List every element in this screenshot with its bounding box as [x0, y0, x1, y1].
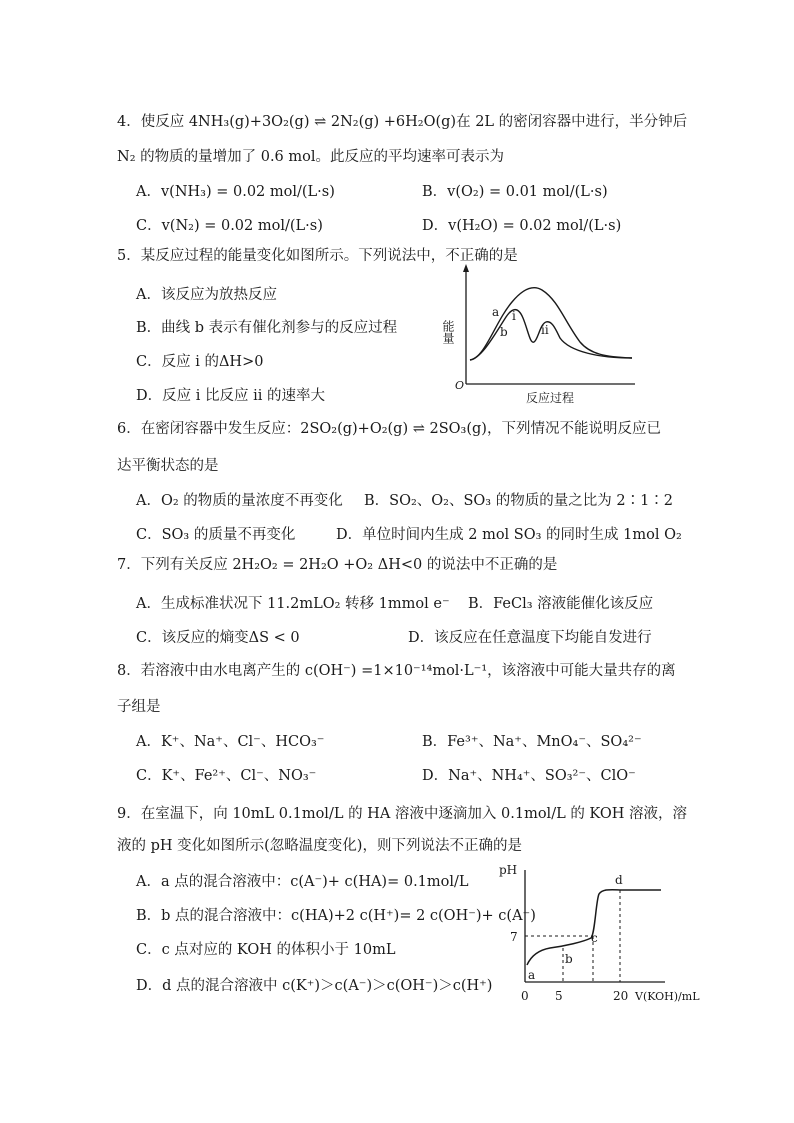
- energy-label-ii: ii: [541, 323, 549, 337]
- x-tick-0: 0: [521, 989, 529, 1003]
- q4-option-a: A．v(NH₃) = 0.02 mol/(L·s): [136, 184, 335, 200]
- q6-option-d: D．单位时间内生成 2 mol SO₃ 的同时生成 1mol O₂: [336, 527, 682, 543]
- q6-option-a: A．O₂ 的物质的量浓度不再变化: [136, 493, 343, 509]
- energy-diagram: [440, 262, 640, 412]
- q9-option-a: A．a 点的混合溶液中：c(A⁻)+ c(HA)= 0.1mol/L: [136, 874, 469, 890]
- energy-label-b: b: [500, 325, 508, 339]
- q7-option-c: C．该反应的熵变ΔS < 0: [136, 630, 300, 646]
- q7-option-a: A．生成标准状况下 11.2mLO₂ 转移 1mmol e⁻: [136, 596, 450, 612]
- point-label-d: d: [615, 873, 623, 887]
- point-label-c: c: [591, 931, 598, 945]
- q8-option-b: B．Fe³⁺、Na⁺、MnO₄⁻、SO₄²⁻: [422, 734, 642, 750]
- q5-option-c: C．反应 i 的ΔH>0: [136, 354, 264, 370]
- q5-stem: 5．某反应过程的能量变化如图所示。下列说法中，不正确的是: [117, 248, 518, 264]
- q5-option-b: B．曲线 b 表示有催化剂参与的反应过程: [136, 320, 398, 336]
- point-label-b: b: [565, 952, 573, 966]
- ph-xlabel: V(KOH)/mL: [635, 990, 700, 1003]
- energy-label-a: a: [492, 305, 500, 319]
- q8-option-a: A．K⁺、Na⁺、Cl⁻、HCO₃⁻: [136, 734, 325, 750]
- q6-option-b: B．SO₂、O₂、SO₃ 的物质的量之比为 2∶1∶2: [364, 493, 674, 509]
- q7-option-b: B．FeCl₃ 溶液能催化该反应: [468, 596, 654, 612]
- energy-y-arrow: [463, 264, 469, 272]
- energy-label-i: i: [512, 309, 516, 323]
- titration-curve: [495, 860, 705, 1010]
- q5-option-a: A．该反应为放热反应: [136, 287, 277, 303]
- energy-origin: O: [455, 379, 465, 392]
- q4-option-b: B．v(O₂) = 0.01 mol/(L·s): [422, 184, 608, 200]
- point-label-a: a: [528, 968, 536, 982]
- q9-stem-line2: 液的 pH 变化如图所示(忽略温度变化)，则下列说法不正确的是: [117, 838, 522, 854]
- q9-option-c: C．c 点对应的 KOH 的体积小于 10mL: [136, 942, 396, 958]
- q4-option-c: C．v(N₂) = 0.02 mol/(L·s): [136, 218, 323, 234]
- q4-option-d: D．v(H₂O) = 0.02 mol/(L·s): [422, 218, 622, 234]
- energy-ylabel: 能量: [441, 320, 455, 344]
- q8-stem-line1: 8．若溶液中由水电离产生的 c(OH⁻) =1×10⁻¹⁴mol·L⁻¹，该溶液中可能大量共存的离: [117, 663, 676, 679]
- q6-stem-line2: 达平衡状态的是: [117, 458, 219, 474]
- q7-option-d: D．该反应在任意温度下均能自发进行: [408, 630, 652, 646]
- ph-tick-7: 7: [510, 930, 518, 944]
- q9-option-d: D．d 点的混合溶液中 c(K⁺)＞c(A⁻)＞c(OH⁻)＞c(H⁺): [136, 978, 493, 994]
- q5-option-d: D．反应 i 比反应 ii 的速率大: [136, 388, 325, 404]
- q9-option-b: B．b 点的混合溶液中：c(HA)+2 c(H⁺)= 2 c(OH⁻)+ c(A⁻): [136, 908, 536, 924]
- q4-stem-line1: 4．使反应 4NH₃(g)+3O₂(g) ⇌ 2N₂(g) +6H₂O(g)在 2L 的密闭容器中进行，半分钟后: [117, 114, 688, 130]
- titration-curve-line: [527, 890, 661, 965]
- q8-option-d: D．Na⁺、NH₄⁺、SO₃²⁻、ClO⁻: [422, 768, 636, 784]
- x-tick-20: 20: [613, 989, 629, 1003]
- q8-option-c: C．K⁺、Fe²⁺、Cl⁻、NO₃⁻: [136, 768, 317, 784]
- q7-stem: 7．下列有关反应 2H₂O₂ = 2H₂O +O₂ ΔH<0 的说法中不正确的是: [117, 557, 558, 573]
- q9-stem-line1: 9．在室温下，向 10mL 0.1mol/L 的 HA 溶液中逐滴加入 0.1mol/L 的 KOH 溶液，溶: [117, 806, 688, 822]
- q4-stem-line2: N₂ 的物质的量增加了 0.6 mol。此反应的平均速率可表示为: [117, 149, 505, 165]
- ph-ylabel: pH: [499, 863, 518, 877]
- q6-stem-line1: 6．在密闭容器中发生反应：2SO₂(g)+O₂(g) ⇌ 2SO₃(g)，下列情况不能说明反应已: [117, 421, 661, 437]
- energy-xlabel: 反应过程: [526, 391, 575, 405]
- q6-option-c: C．SO₃ 的质量不再变化: [136, 527, 296, 543]
- x-tick-5: 5: [555, 989, 563, 1003]
- q8-stem-line2: 子组是: [117, 699, 161, 715]
